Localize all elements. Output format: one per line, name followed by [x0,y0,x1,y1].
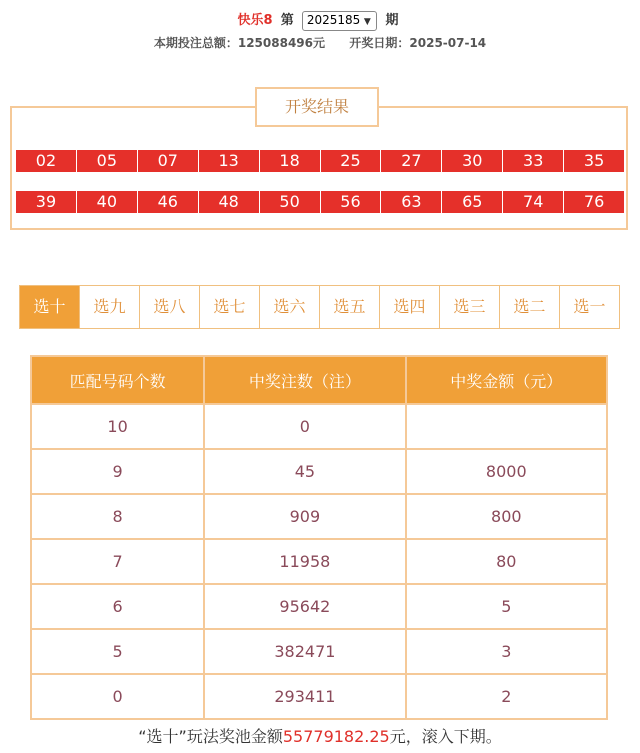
issue-summary [0,34,640,52]
number-ball: 30 [442,150,502,172]
cell-winning-bets: 45 [204,449,405,494]
cell-winning-bets: 909 [204,494,405,539]
lottery-name: 快乐8 [237,13,273,28]
tab-play-type-7[interactable]: 选七 [200,286,260,328]
number-ball: 50 [260,191,320,213]
number-ball: 46 [138,191,198,213]
table-row [31,494,607,539]
issue-suffix: 期 [385,13,399,28]
issue-select-value: 2025185 [306,12,361,27]
issue-prefix: 第 [280,13,294,28]
number-ball: 76 [564,191,624,213]
cell-match-count: 10 [31,404,204,449]
number-ball: 07 [138,150,198,172]
tab-play-type-5[interactable]: 选五 [320,286,380,328]
number-ball: 27 [381,150,441,172]
number-ball: 63 [381,191,441,213]
number-ball: 35 [564,150,624,172]
number-ball: 40 [77,191,137,213]
tab-play-type-9[interactable]: 选九 [80,286,140,328]
tab-play-type-1[interactable]: 选一 [573,297,606,316]
chevron-down-icon: ▼ [363,16,371,27]
number-ball: 39 [16,191,76,213]
issue-select[interactable] [302,11,377,31]
draw-date-value: 2025-07-14 [409,36,487,50]
header-winning-bets: 中奖注数（注） [204,356,405,404]
total-bet-label: 本期投注总额： [153,36,238,50]
number-ball: 25 [321,150,381,172]
draw-date-label: 开奖日期： [349,36,410,50]
pool-amount: 55779182.25 [282,727,390,746]
draw-result-title: 开奖结果 [255,87,379,127]
prize-table [30,355,608,720]
table-row [31,584,607,629]
pool-suffix: 元，滚入下期。 [389,727,502,746]
cell-prize-amount: 5 [406,584,607,629]
header-match-count: 匹配号码个数 [31,356,204,404]
table-header-row [31,356,607,404]
table-row [31,629,607,674]
pool-prefix: “选十”玩法奖池金额 [138,727,283,746]
number-ball: 02 [16,150,76,172]
number-ball: 74 [503,191,563,213]
cell-match-count: 8 [31,494,204,539]
ball-row-1 [16,150,624,172]
cell-prize-amount: 2 [406,674,607,719]
tab-play-type-4[interactable]: 选四 [380,286,440,328]
cell-match-count: 5 [31,629,204,674]
tab-play-type-2[interactable]: 选二 [500,286,560,328]
ball-row-2 [16,191,624,213]
number-ball: 05 [77,150,137,172]
tab-play-type-6[interactable]: 选六 [260,286,320,328]
tab-play-type-8[interactable]: 选八 [140,286,200,328]
tab-play-type-3[interactable]: 选三 [440,286,500,328]
play-type-tabs [19,285,620,329]
cell-winning-bets: 11958 [204,539,405,584]
number-ball: 56 [321,191,381,213]
total-bet-value: 125088496元 [237,36,325,50]
tab-play-type-10[interactable]: 选十 [20,286,80,328]
cell-prize-amount: 80 [406,539,607,584]
cell-winning-bets: 382471 [204,629,405,674]
cell-prize-amount: 3 [406,629,607,674]
number-ball: 18 [260,150,320,172]
table-row [31,404,607,449]
issue-header [0,10,640,32]
cell-prize-amount: 800 [406,494,607,539]
table-row [31,674,607,719]
number-ball: 48 [199,191,259,213]
cell-match-count: 7 [31,539,204,584]
cell-winning-bets: 0 [204,404,405,449]
cell-prize-amount [406,404,607,449]
header-prize-amount: 中奖金额（元） [406,356,607,404]
table-row [31,449,607,494]
number-ball: 13 [199,150,259,172]
cell-match-count: 0 [31,674,204,719]
pool-footer [0,726,640,748]
number-ball: 33 [503,150,563,172]
number-ball: 65 [442,191,502,213]
cell-winning-bets: 95642 [204,584,405,629]
table-row [31,539,607,584]
cell-match-count: 9 [31,449,204,494]
cell-winning-bets: 293411 [204,674,405,719]
cell-match-count: 6 [31,584,204,629]
cell-prize-amount: 8000 [406,449,607,494]
